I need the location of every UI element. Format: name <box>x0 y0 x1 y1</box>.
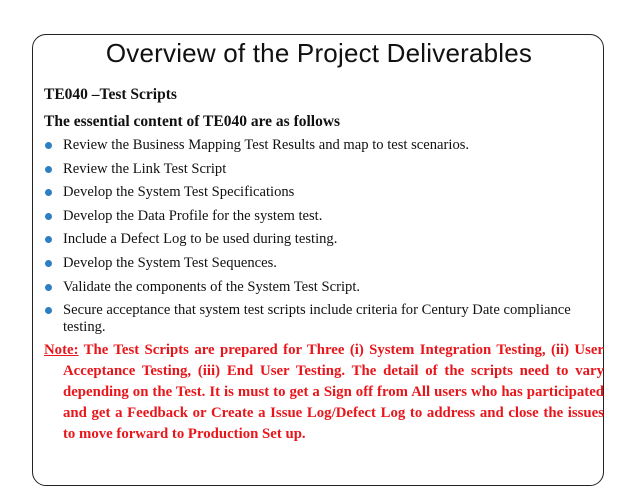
bullet-icon <box>45 284 52 291</box>
list-item-text: Review the Business Mapping Test Results and map to test scenarios. <box>63 137 470 153</box>
doc-id-heading: TE040 –Test Scripts <box>44 86 177 103</box>
note-label: Note: <box>44 342 79 358</box>
list-item <box>44 161 604 178</box>
list-item <box>44 279 604 296</box>
list-item-text: Validate the components of the System Test Script. <box>63 278 361 295</box>
bullet-icon <box>45 260 52 267</box>
bullet-icon <box>45 236 52 243</box>
slide-title: Overview of the Project Deliverables <box>105 38 533 68</box>
list-item-text: Develop the System Test Specifications <box>63 184 295 201</box>
content-heading: The essential content of TE040 are as follows <box>44 113 341 130</box>
list-item <box>44 208 604 225</box>
bullet-icon <box>45 142 52 149</box>
list-item-text: Develop the Data Profile for the system test. <box>63 207 323 224</box>
list-item-text: Develop the System Test Sequences. <box>63 254 277 271</box>
list-item-text: Review the Link Test Script <box>63 160 227 177</box>
list-item <box>44 137 604 154</box>
bullet-icon <box>45 166 52 173</box>
list-item <box>44 302 604 336</box>
list-item <box>44 231 604 248</box>
bullet-icon <box>45 189 52 196</box>
note-text: The Test Scripts are prepared for Three (i) System Integration Testing, (ii) User Acceptance Testing, (iii) End User Testing. The detail of the scripts need to vary depending on the Test. It is must to get a Sign off from All users who has participated and get a Feedback or Create a Issue Log/Defect Log to address and close the issues to move forward to Production Set up. <box>63 342 604 442</box>
slide-content <box>44 86 604 343</box>
list-item <box>44 184 604 201</box>
bullet-icon <box>45 213 52 220</box>
bullet-icon <box>45 307 52 314</box>
list-item-text: Include a Defect Log to be used during testing. <box>63 231 338 248</box>
list-item-text: Secure acceptance that system test scripts include criteria for Century Date compliance testing. <box>63 302 571 336</box>
note-paragraph <box>44 340 604 445</box>
list-item <box>44 255 604 272</box>
deliverables-list <box>44 137 604 336</box>
